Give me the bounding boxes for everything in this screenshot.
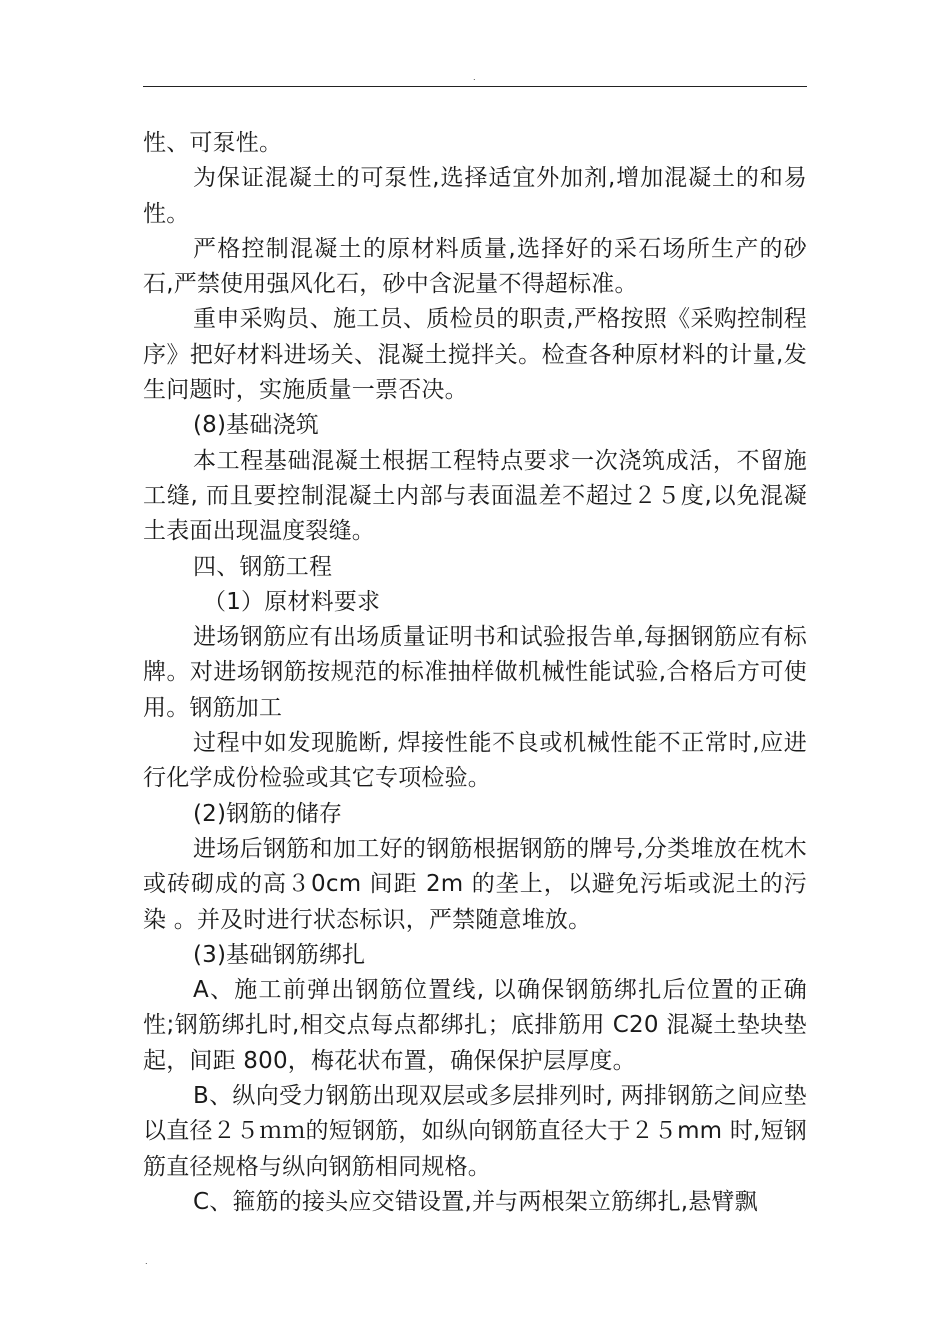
paragraph: C、箍筋的接头应交错设置,并与两根架立筋绑扎,悬臂飘 [193,1188,758,1215]
paragraph: 过程中如发现脆断, 焊接性能不良或机械性能不正常时,应进行化学成份检验或其它专项检验。 [143,730,807,792]
section-heading: 四、钢筋工程 [193,553,333,580]
header-rule [143,86,807,87]
paragraph: 进场钢筋应有出场质量证明书和试验报告单,每捆钢筋应有标牌。对进场钢筋按规范的标准抽样做机械性能试验,合格后方可使用。钢筋加工 [143,624,807,721]
subsection-heading: （1）原材料要求 [203,588,381,615]
paragraph: 严格控制混凝土的原材料质量,选择好的采石场所生产的砂石,严禁使用强风化石，砂中含泥量不得超标准。 [143,235,807,298]
footer-dot: . [145,1257,148,1266]
paragraph: 本工程基础混凝土根据工程特点要求一次浇筑成活，不留施工缝, 而且要控制混凝土内部与表面温差不超过２５度,以免混凝土表面出现温度裂缝。 [143,447,807,545]
section-heading: (8)基础浇筑 [193,412,319,439]
paragraph: 进场后钢筋和加工好的钢筋根据钢筋的牌号,分类堆放在枕木或砖砌成的高３0cm 间距 2m 的垄上，以避免污垢或泥土的污染 。并及时进行状态标识，严禁随意堆放。 [143,835,807,933]
subsection-heading: (2)钢筋的储存 [193,800,343,827]
paragraph: 为保证混凝土的可泵性,选择适宜外加剂,增加混凝土的和易性。 [143,165,807,227]
subsection-heading: (3)基础钢筋绑扎 [193,941,366,968]
document-body [143,126,807,1220]
header-dot: . [473,73,476,82]
paragraph: B、纵向受力钢筋出现双层或多层排列时, 两排钢筋之间应垫以直径２５ｍｍ的短钢筋，如纵向钢筋直径大于２５mm 时,短钢筋直径规格与纵向钢筋相同规格。 [143,1083,807,1180]
paragraph: 性、可泵性。 [143,130,283,156]
paragraph: A、施工前弹出钢筋位置线, 以确保钢筋绑扎后位置的正确性;钢筋绑扎时,相交点每点都绑扎；底排筋用 C20 混凝土垫块垫起，间距 800，梅花状布置，确保保护层厚度。 [143,977,807,1074]
paragraph: 重申采购员、施工员、质检员的职责,严格按照《采购控制程序》把好材料进场关、混凝土搅拌关。检查各种原材料的计量,发生问题时，实施质量一票否决。 [143,306,807,404]
